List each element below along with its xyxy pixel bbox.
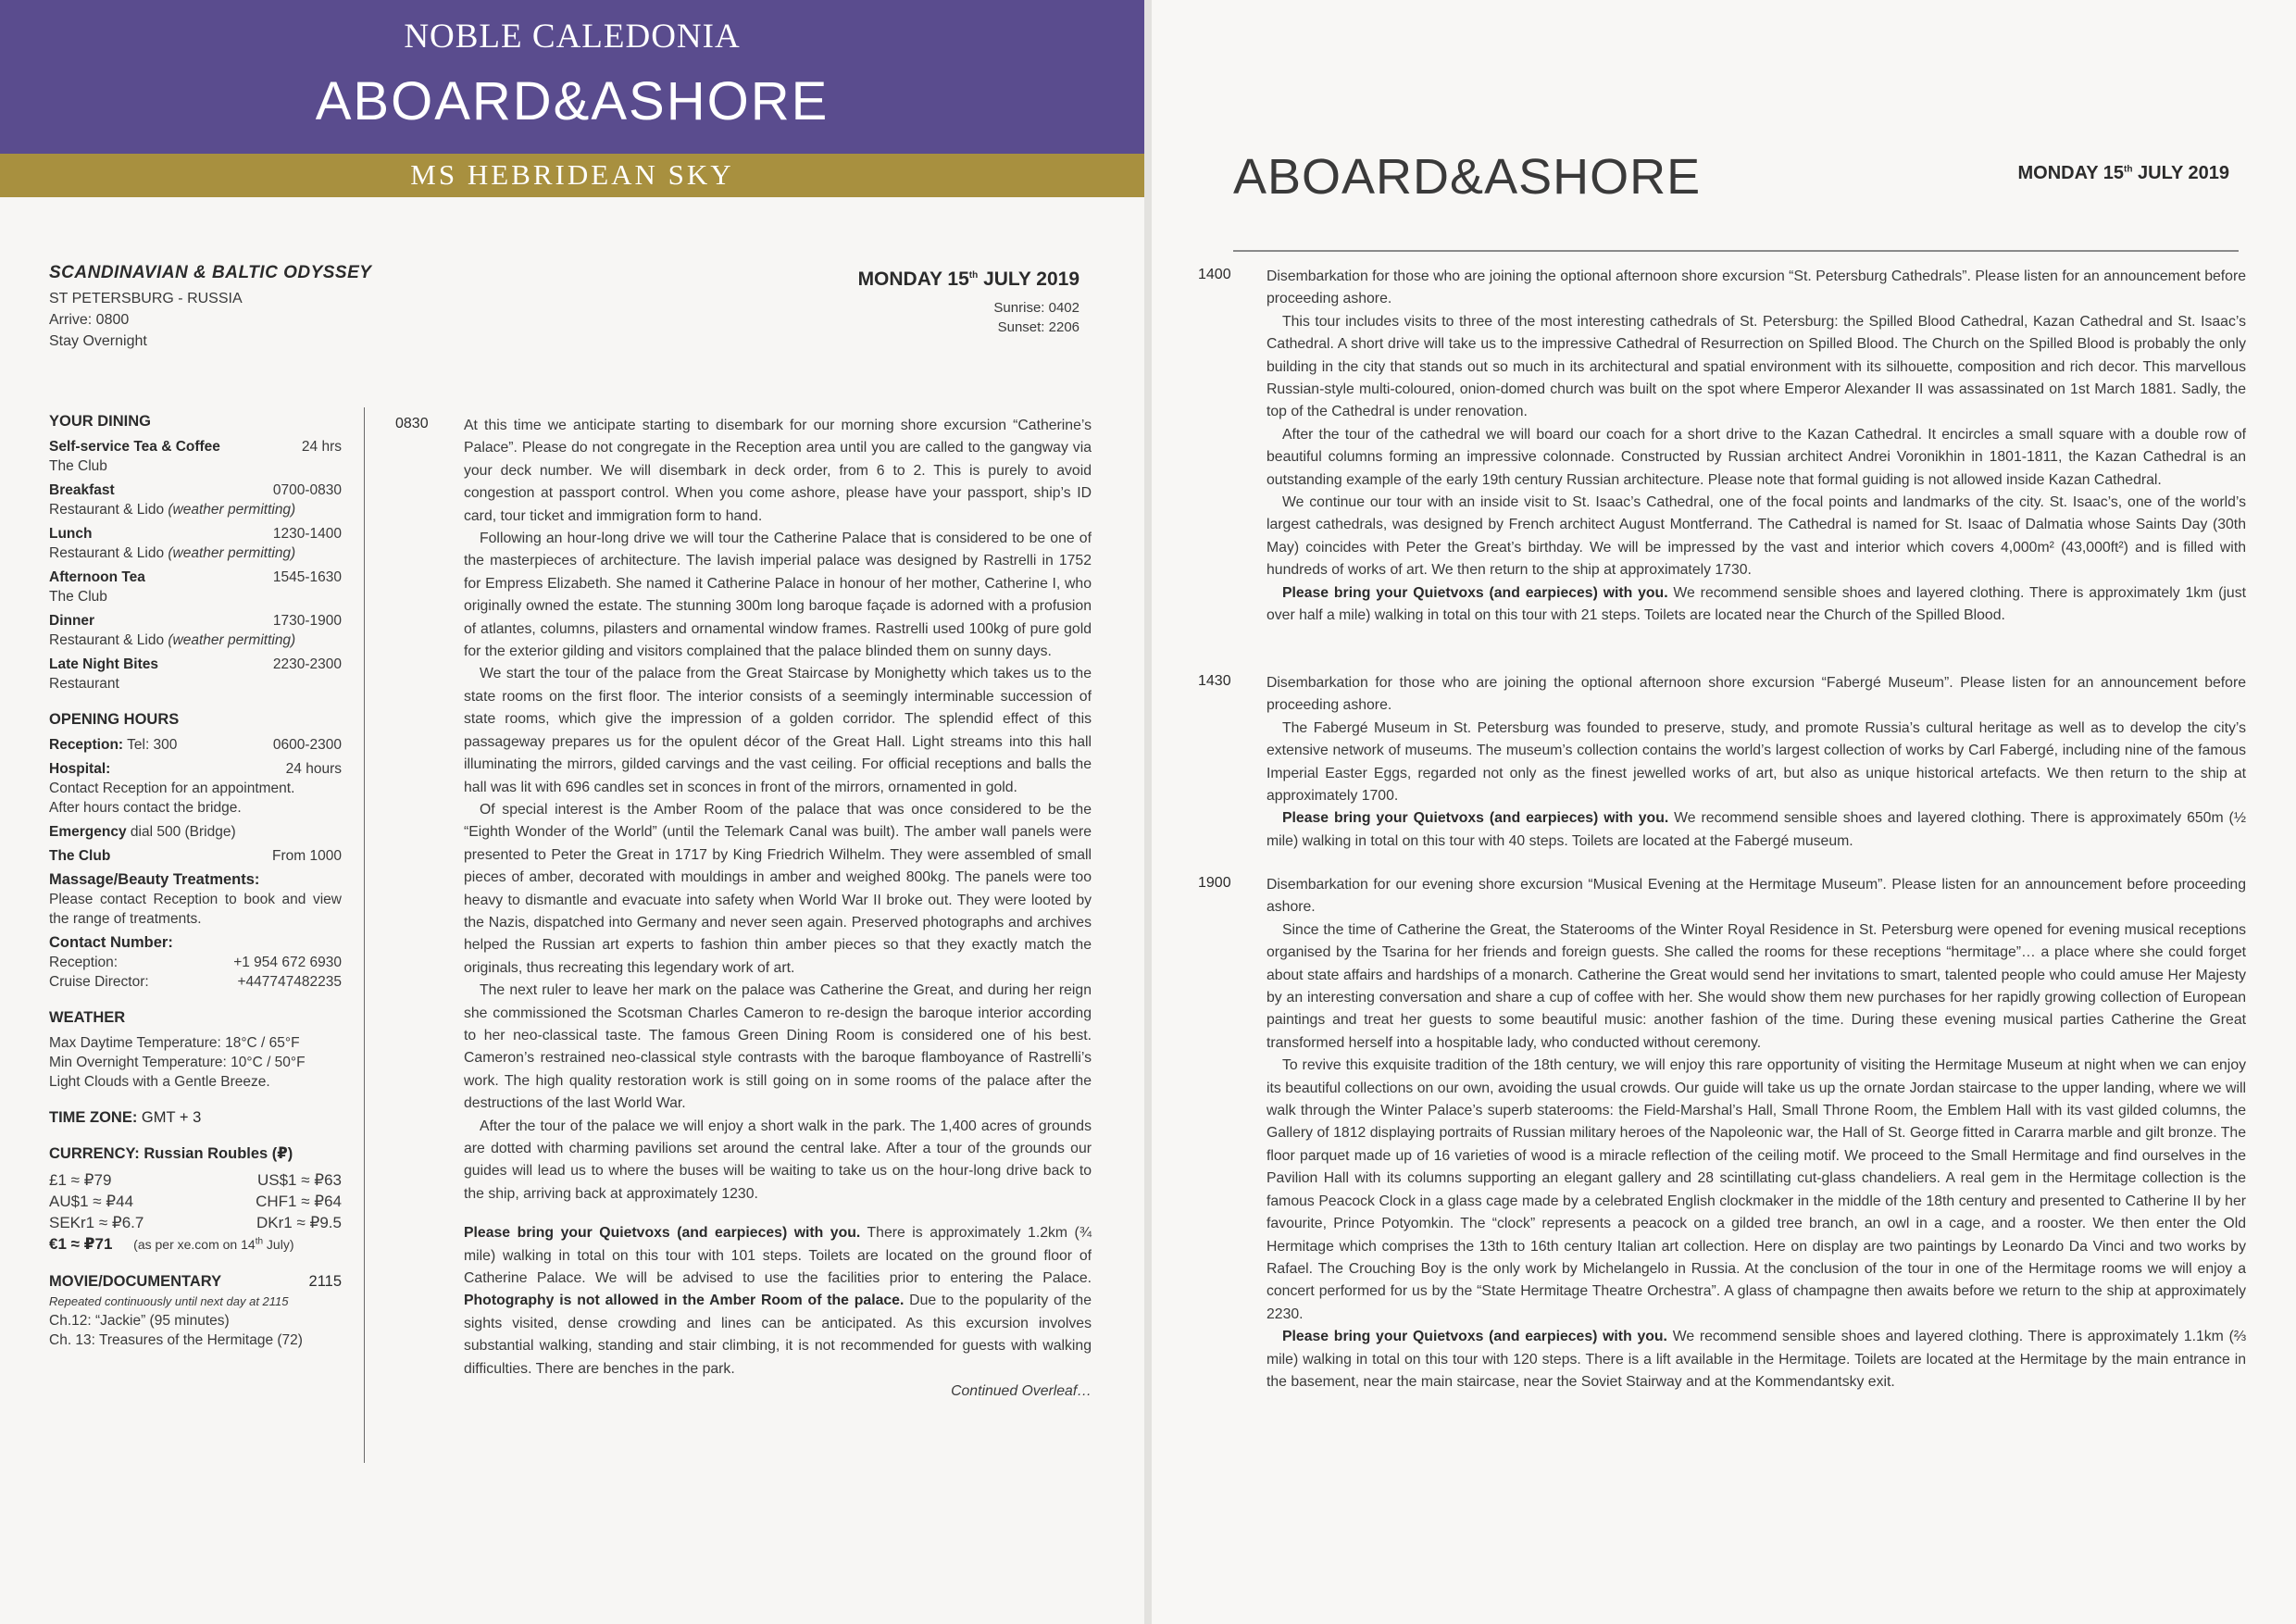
dining-item	[49, 481, 342, 519]
paragraph: The Fabergé Museum in St. Petersburg was founded to preserve, study, and promote Russia’s cultural heritage as well as to develop the city’s extensive network of museums. The museum’s collection contains the world’s largest collection of works by Carl Fabergé, including nine of the famous Imperial Easter Eggs, regarded not only as the finest jewelled works of art, but also as unique historical artefacts. We then return to the ship at approximately 1700.	[1267, 719, 2246, 805]
timezone-row	[49, 1108, 342, 1128]
weather-desc: Light Clouds with a Gentle Breeze.	[49, 1074, 270, 1090]
paragraph: After the tour of the cathedral we will board our coach for a short drive to the Kazan Cathedral. It encircles a small square with a double row of beautiful columns forming an impressive colonnade. Constructed by Russian architect Andrei Voronikhin in 1801-1811, the Kazan Cathedral is an outstanding example of the early 19th century Russian architecture. Please note that formal guiding is not allowed inside Kazan Cathedral.	[1267, 426, 2246, 488]
paragraph: Of special interest is the Amber Room of the palace that was once considered to be the “Eighth Wonder of the World” (until the Telemark Canal was built). The amber wall panels were presented to Peter the Great in 1717 by King Friedrich Wilhelm. They were assembled of small pieces of amber, decorated with mouldings in amber and weighed 800kg. The panels were too heavy to dismantle and evacuate into safety when World War II broke out. They were looted by the Nazis, dispatched into Germany and never seen again. Preserved photographs and archives helped the Russian art experts to fashion thin amber pieces so that they exactly match the originals, thus recreating this legendary work of art.	[464, 801, 1092, 976]
excursion-text	[464, 415, 1092, 1403]
massage-text: Please contact Reception to book and view the range of treatments.	[49, 892, 342, 927]
time-1400: 1400	[1198, 267, 1231, 282]
quietvox-note: Please bring your Quietvoxs (and earpieces) with you.	[1282, 1329, 1667, 1345]
reception-time: 0600-2300	[272, 737, 342, 753]
dining-item	[49, 655, 342, 693]
weather-heading: WEATHER	[49, 1009, 126, 1026]
dining-time: 0700-0830	[272, 482, 342, 498]
contact-reception-row	[49, 953, 342, 972]
paragraph: Following an hour-long drive we will tour the Catherine Palace that is considered to be one of the masterpieces of architecture. The lavish imperial palace was designed by Rastrelli in 1752 for Empress Elizabeth. She named it Catherine Palace in honour of her mother, Catherine I, who originally owned the estate. The stunning 300m long baroque façade is adorned with a profusion of atlantes, columns, pilasters and ornamental window frames. Rastrelli used 100kg of pure gold for the exterior gilding and visitors complained that the palace blinded them on sunny days.	[464, 531, 1092, 660]
dining-venue: Restaurant	[49, 676, 119, 692]
dining-place	[49, 500, 342, 519]
walking-info: We recommend sensible shoes and layered clothing. There is approximately 1.1km (⅔ mile) walking in total on this tour with 120 steps. There is a lift available in the Hermitage. Toilets are located at the Hermitage by the main entrance in the basement, near the main staircase, near the Soviet Stairway and at the Kommendantsky exit.	[1267, 1329, 2247, 1390]
dining-time: 2230-2300	[272, 656, 342, 672]
quietvox-note: Please bring your Quietvoxs (and earpieces) with you.	[464, 1225, 861, 1242]
dining-venue: Restaurant & Lido	[49, 545, 165, 561]
header-rule	[1233, 250, 2239, 252]
walking-info: There is approximately 1.2km (¾ mile) walking in total on this tour with 101 steps. Toilets are located on the ground floor of Catherine Palace. We will be advised to use the facilities prior to entering the Palace.	[464, 1225, 1092, 1287]
dining-place	[49, 456, 342, 476]
currency-row	[49, 1212, 342, 1233]
photography-note: Photography is not allowed in the Amber Room of the palace.	[464, 1293, 905, 1309]
paragraph: Disembarkation for those who are joining the optional afternoon shore excursion “Fabergé Museum”. Please listen for an announcement before proceeding ashore.	[1267, 675, 2246, 714]
hospital-row	[49, 759, 342, 779]
dining-list	[49, 437, 342, 693]
dining-place	[49, 631, 342, 650]
movie-heading: MOVIE/DOCUMENTARY	[49, 1273, 222, 1290]
dining-name: Dinner	[49, 613, 95, 629]
dining-note: (weather permitting)	[168, 545, 296, 561]
dining-item	[49, 437, 342, 476]
dining-time: 1545-1630	[272, 569, 342, 585]
currency-rate: CHF1 ≈ ₽64	[256, 1193, 342, 1210]
contact-cd-number: +447747482235	[237, 974, 342, 990]
currency-row	[49, 1191, 342, 1212]
hospital-note-2: After hours contact the bridge.	[49, 800, 242, 816]
currency-heading: CURRENCY: Russian Roubles (₽)	[49, 1145, 293, 1162]
currency-rate: AU$1 ≈ ₽44	[49, 1193, 134, 1210]
dining-venue: The Club	[49, 589, 107, 605]
dining-time: 1230-1400	[272, 526, 342, 542]
paragraph: We start the tour of the palace from the Great Staircase by Monighetty which takes us to the state rooms on the first floor. The interior consists of a seemingly interminable succession of state rooms, which give the impression of a golden corridor. The splendid effect of this passageway prepares us for the opulent décor of the Great Hall. Light streams into this hall illuminating the mirrors, gilded carvings and the vast ceiling. For official receptions and balls the hall was lit with 696 candles set in sconces in front of the mirrors, ornamented in gold.	[464, 666, 1092, 795]
dining-place	[49, 543, 342, 563]
currency-rate: US$1 ≈ ₽63	[256, 1171, 342, 1189]
contact-reception-number: +1 954 672 6930	[233, 955, 342, 970]
brand-name: NOBLE CALEDONIA	[404, 18, 741, 56]
paragraph: Disembarkation for our evening shore excursion “Musical Evening at the Hermitage Museum”. Please listen for an announcement before proceeding ashore.	[1267, 877, 2246, 916]
hospital-label: Hospital:	[49, 761, 111, 777]
reception-label: Reception:	[49, 737, 124, 753]
dining-heading: YOUR DINING	[49, 413, 152, 430]
dining-place	[49, 587, 342, 606]
sun-times	[993, 298, 1079, 337]
emergency-label: Emergency	[49, 824, 127, 840]
walking-info: We recommend sensible shoes and layered clothing. There is approximately 1km (just over half a mile) walking in total on this tour with 21 steps. Toilets are located near the Church of the Spilled Blood.	[1267, 584, 2246, 624]
walking-info: We recommend sensible shoes and layered clothing. There is approximately 650m (½ mile) walking in total on this tour with 40 steps. Toilets are located at the Fabergé museum.	[1267, 810, 2246, 849]
excursion-1900	[1198, 874, 2246, 1393]
weather-max: Max Daytime Temperature: 18°C / 65°F	[49, 1035, 300, 1051]
contact-heading: Contact Number:	[49, 934, 173, 951]
movie-channel-13: Ch. 13: Treasures of the Hermitage (72)	[49, 1332, 303, 1348]
paragraph	[1267, 807, 2246, 853]
emergency-row	[49, 822, 342, 842]
emergency-text: dial 500 (Bridge)	[130, 824, 236, 840]
excursion-1400	[1198, 266, 2246, 628]
massage-label: Massage/Beauty Treatments:	[49, 871, 260, 888]
location: ST PETERSBURG - RUSSIA	[49, 291, 243, 306]
paragraph	[464, 1222, 1092, 1380]
dining-item	[49, 611, 342, 650]
paragraph: This tour includes visits to three of the most interesting cathedrals of St. Petersburg: the Spilled Blood Cathedral, Kazan Cathedral and St. Isaac’s Cathedral. A short drive will take us to the impressive Cathedral of Resurrection on Spilled Blood. The Church on the Spilled Blood is probably the only building in the city that stands out so much in its architectural and spatial environment with its silhouette, composition and rich decor. This marvellous Russian-style multi-coloured, onion-domed church was built on the spot where Emperor Alexander II was assassinated on 1st March 1881. Sadly, the top of the Cathedral is under renovation.	[1267, 313, 2246, 420]
reception-row	[49, 735, 342, 755]
paragraph: Disembarkation for those who are joining the optional afternoon shore excursion “St. Petersburg Cathedrals”. Please listen for an announcement before proceeding ashore.	[1267, 269, 2246, 307]
stay-note: Stay Overnight	[49, 333, 147, 349]
movie-note: Repeated continuously until next day at 2115	[49, 1294, 289, 1308]
date-heading-right: MONDAY 15th JULY 2019	[2017, 163, 2229, 183]
left-page	[0, 0, 1144, 1624]
paragraph: At this time we anticipate starting to disembark for our morning shore excursion “Catherine’s Palace”. Please do not congregate in the Reception area until you are called to the gangway via your deck number. We will disembark in deck order, from 6 to 2. This is purely to avoid congestion at passport control. When you come ashore, please have your passport, ship’s ID card, tour ticket and immigration form to hand.	[464, 418, 1092, 524]
currency-row	[49, 1169, 342, 1191]
paragraph: To revive this exquisite tradition of the 18th century, we will enjoy this rare opportunity of visiting the Hermitage Museum at night when we can enjoy its beautiful collections on our own, avoiding the usual crowds. Our guide will take us up the ornate Jordan staircase to the upper landing, where we will walk through the Winter Palace’s superb staterooms: the Field-Marshal’s Hall, Small Throne Room, the Emblem Hall with its vast gilded columns, the Gallery of 1812 displaying portraits of Russian military heroes of the Napoleonic war, the Hall of St. George fitted in Cararra marble and gilt bronze. The floor parquet made up of 16 varieties of wood is a miracle reflection of the ceiling motif. We proceed to the Small Hermitage and find ourselves in the Pavilion Hall with its columns supporting an elegant gallery and 28 scintillating cut-glass chandeliers. A real gem in the Hermitage collection is the famous Peacock Clock in a glass cage made by a celebrated English clockmaker in the middle of the 18th century and presented to Catherine II by her favourite, Prince Potyomkin. The “clock” represents a peacock on a gilded tree branch, an owl in a cage, and a rooster. We then enter the Old Hermitage which comprises the 13th to 16th century Italian art collection. Here on display are two paintings by Leonardo Da Vinci and two works by Rafael. The Crouching Boy is the only work by Michelangelo in Russia. At the conclusion of the tour in one of the Hermitage rooms we will enjoy a concert performed for us by the “State Hermitage Theatre Orchestra”. A glass of champagne then awaits before we return to the ship at approximately 2230.	[1267, 1057, 2246, 1322]
sidebar-divider	[364, 407, 365, 1463]
currency-rate: SEKr1 ≈ ₽6.7	[49, 1214, 144, 1231]
paragraph: The next ruler to leave her mark on the palace was Catherine the Great, and during her reign she commissioned the Scotsman Charles Cameron to re-design the baroque interior according to her neo-classical taste. The famous Green Dining Room is considered one of his best. Cameron’s restrained neo-classical style contrasts with the baroque flamboyance of Rastrelli’s work. The high quality restoration work is still going on in some rooms of the palace after the destructions of the last World War.	[464, 982, 1092, 1112]
dining-name: Lunch	[49, 526, 93, 542]
paragraph: After the tour of the palace we will enjoy a short walk in the park. The 1,400 acres of grounds are dotted with charming pavilions set around the central lake. After a tour of the grounds our guides will lead us to where the buses will be waiting to take us on the hour-long drive back to the ship, arriving back at approximately 1230.	[464, 1118, 1092, 1202]
location-block	[49, 291, 243, 355]
page-gutter	[1144, 0, 1152, 1624]
sunrise: Sunrise: 0402	[993, 300, 1079, 316]
euro-note: (as per xe.com on 14th July)	[133, 1236, 294, 1252]
paragraph	[1267, 582, 2246, 628]
opening-hours-heading: OPENING HOURS	[49, 711, 180, 728]
dining-venue: Restaurant & Lido	[49, 632, 165, 648]
dining-item	[49, 568, 342, 606]
dining-note: (weather permitting)	[168, 632, 296, 648]
time-0830: 0830	[395, 416, 429, 431]
date-heading: MONDAY 15th JULY 2019	[857, 269, 1079, 290]
euro-row	[49, 1233, 342, 1255]
sidebar	[49, 412, 342, 1350]
ship-name: MS HEBRIDEAN SKY	[410, 158, 734, 191]
reception-tel: Tel: 300	[127, 737, 178, 753]
currency-rate: £1 ≈ ₽79	[49, 1171, 112, 1189]
club-row	[49, 846, 342, 866]
continued-overleaf: Continued Overleaf…	[951, 1383, 1092, 1400]
trip-name: SCANDINAVIAN & BALTIC ODYSSEY	[49, 263, 372, 282]
time-1900: 1900	[1198, 875, 1231, 891]
contact-reception-label: Reception:	[49, 955, 119, 970]
dining-place	[49, 674, 342, 693]
movie-row	[49, 1272, 342, 1292]
right-page	[1152, 0, 2296, 1624]
currency-list	[49, 1169, 342, 1233]
club-time: From 1000	[272, 848, 342, 864]
paragraph: Since the time of Catherine the Great, the Staterooms of the Winter Royal Residence in St. Petersburg were opened for evening musical receptions organised by the Tsarina for her friends and foreign guests. She called the rooms for these receptions “hermitage”… a place where she could forget about state affairs and hardships of a monarch. Catherine the Great would send her invitations to smart, talented people who could amuse Her Majesty by an interesting conversation and share a cup of coffee with her. She would show them new purchases for her rapidly growing collection of European paintings and treat her guests to some beautiful music: another fashion of the time. During these evening musical parties Catherine the Great transformed herself into a hospitable lady, who conducted without ceremony.	[1267, 921, 2246, 1051]
euro-rate: €1 ≈ ₽71	[49, 1235, 113, 1253]
dining-venue: Restaurant & Lido	[49, 502, 165, 518]
crowding-info: Due to the popularity of the sights visited, dense crowding and lines can be anticipated. As this excursion involves substantial walking, standing and stair climbing, it is not recommended for guests with walking difficulties. There are benches in the park.	[464, 1293, 1092, 1377]
quietvox-note: Please bring your Quietvoxs (and earpieces) with you.	[1282, 810, 1669, 827]
dining-note: (weather permitting)	[168, 502, 296, 518]
movie-time: 2115	[308, 1273, 342, 1290]
dining-time: 1730-1900	[272, 613, 342, 629]
currency-rate: DKr1 ≈ ₽9.5	[256, 1214, 342, 1231]
quietvox-note: Please bring your Quietvoxs (and earpieces) with you.	[1282, 584, 1668, 601]
dining-time: 24 hrs	[301, 439, 342, 455]
sunset: Sunset: 2206	[997, 319, 1079, 335]
hospital-time: 24 hours	[285, 761, 342, 777]
arrival-time: Arrive: 0800	[49, 312, 130, 328]
weather-min: Min Overnight Temperature: 10°C / 50°F	[49, 1055, 306, 1070]
dining-name: Self-service Tea & Coffee	[49, 439, 220, 455]
dining-name: Late Night Bites	[49, 656, 158, 672]
newsletter-title-right: ABOARD&ASHORE	[1233, 149, 1702, 205]
dining-name: Breakfast	[49, 482, 115, 498]
timezone-label: TIME ZONE:	[49, 1109, 138, 1126]
contact-cd-label: Cruise Director:	[49, 974, 149, 990]
excursion-1430	[1198, 672, 2246, 853]
newsletter-title: ABOARD&ASHORE	[315, 71, 830, 131]
timezone-value: GMT + 3	[141, 1109, 202, 1126]
paragraph: We continue our tour with an inside visit to St. Isaac’s Cathedral, one of the focal points and landmarks of the city. St. Isaac’s, one of the world’s largest cathedrals, was designed by French architect August Montferrand. The Cathedral is named for St. Isaac of Dalmatia whose Saints Day (30th May) coincides with Peter the Great’s birthday. We will be impressed by the vast and interior which covers 4,000m² (43,000ft²) and is filled with hundreds of works of art. We then return to the ship at approximately 1730.	[1267, 494, 2246, 579]
paragraph	[1267, 1326, 2246, 1393]
dining-name: Afternoon Tea	[49, 569, 145, 585]
club-label: The Club	[49, 848, 111, 864]
movie-channel-12: Ch.12: “Jackie” (95 minutes)	[49, 1313, 230, 1329]
contact-cd-row	[49, 972, 342, 992]
dining-venue: The Club	[49, 458, 107, 474]
dining-item	[49, 524, 342, 563]
hospital-note: Contact Reception for an appointment.	[49, 781, 295, 796]
time-1430: 1430	[1198, 673, 1231, 689]
